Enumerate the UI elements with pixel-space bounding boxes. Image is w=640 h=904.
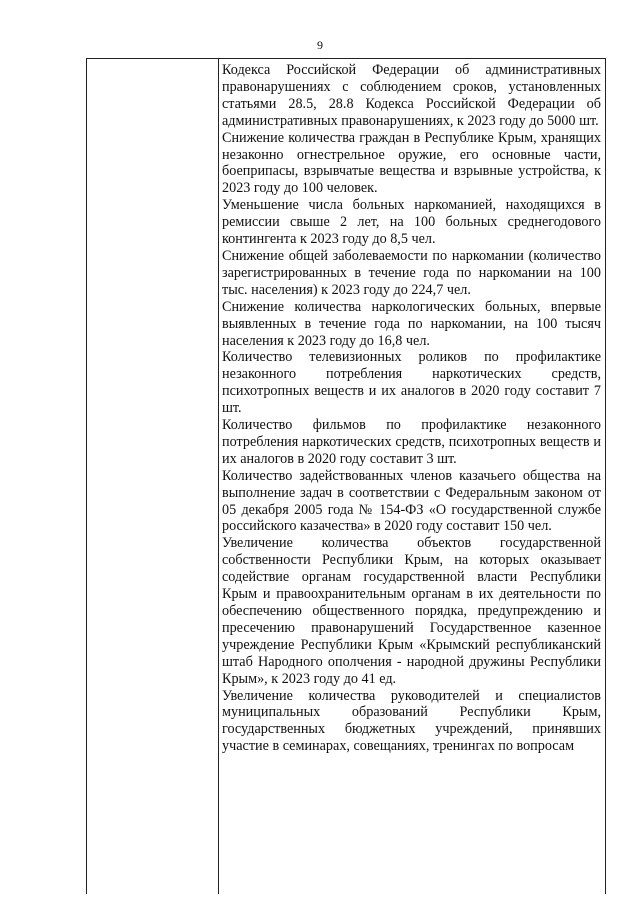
indicator-paragraph-8: Количество задействованных членов казачьего общества на выполнение задач в соответствии с Федеральным законом от 05 декабря 2005 года № 154-ФЗ «О государственной службе российского казачества» в 2020 году составит 150 чел. <box>222 467 601 535</box>
indicator-paragraph-7: Количество фильмов по профилактике незаконного потребления наркотических средств, психотропных веществ и их аналогов в 2020 году составит 3 шт. <box>222 417 601 467</box>
indicator-paragraph-4: Снижение общей заболеваемости по наркомании (количество зарегистрированных в течение года по наркомании на 100 тыс. населения) к 2023 году до 224,7 чел. <box>222 247 601 298</box>
table-left-cell <box>87 59 219 894</box>
indicator-paragraph-2: Снижение количества граждан в Республике Крым, хранящих незаконно огнестрельное оружие, его основные части, боеприпасы, взрывчатые вещества и взрывные устройства, к 2023 году до 100 человек. <box>222 129 601 197</box>
document-table <box>86 58 606 894</box>
page-number: 9 <box>317 38 323 52</box>
indicator-paragraph-1: Кодекса Российской Федерации об административных правонарушениях с соблюдением сроков, установленных статьями 28.5, 28.8 Кодекса Российской Федерации об административных правонарушениях, к 2023 году до 5000 шт. <box>222 62 601 129</box>
indicator-paragraph-9: Увеличение количества объектов государственной собственности Республики Крым, на которых оказывает содействие органам государственной власти Республики Крым и правоохранительным органам в их деятельности по обеспечению общественного порядка, предупреждению и пресечению правонарушений Государственное казенное учреждение Республики Крым «Крымский республиканский штаб Народного ополчения - народной дружины Республики Крым», к 2023 году до 41 ед. <box>222 535 601 687</box>
indicator-paragraph-5: Снижение количества наркологических больных, впервые выявленных в течение года по наркомании, на 100 тысяч населения к 2023 году до 16,8 чел. <box>222 298 601 349</box>
indicator-paragraph-10: Увеличение количества руководителей и специалистов муниципальных образований Республики Крым, государственных бюджетных учреждений, принявших участие в семинарах, совещаниях, тренингах по вопросам <box>222 687 601 755</box>
indicator-paragraph-6: Количество телевизионных роликов по профилактике незаконного потребления наркотических средств, психотропных веществ и их аналогов в 2020 году составит 7 шт. <box>222 349 601 417</box>
indicator-paragraph-3: Уменьшение числа больных наркоманией, находящихся в ремиссии свыше 2 лет, на 100 больных среднегодового контингента к 2023 году до 8,5 чел. <box>222 197 601 248</box>
table-right-cell <box>219 59 605 894</box>
